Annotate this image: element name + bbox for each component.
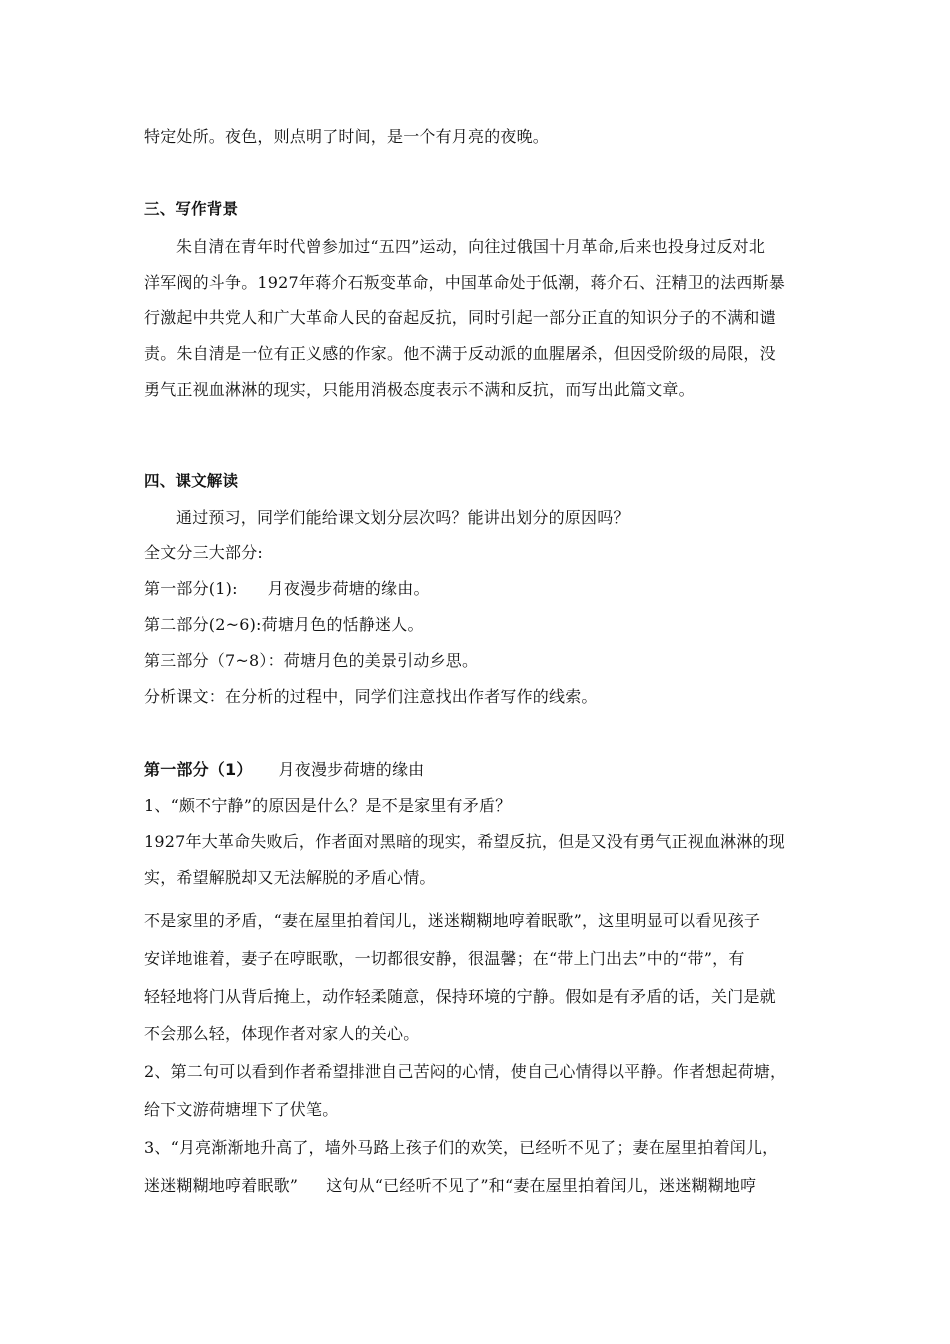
paragraph-line: 不是家里的矛盾，“妻在屋里拍着闰儿，迷迷糊糊地哼着眠歌”，这里明显可以看见孩子: [144, 911, 761, 930]
paragraph-line: 第三部分（7~8）：荷塘月色的美景引动乡思。: [144, 651, 479, 670]
quote-fragment: 迷迷糊糊地哼着眠歌”: [144, 1176, 299, 1195]
paragraph-line: 通过预习，同学们能给课文划分层次吗？能讲出划分的原因吗？: [176, 508, 630, 527]
paragraph-line: 分析课文：在分析的过程中，同学们注意找出作者写作的线索。: [144, 687, 598, 706]
paragraph-line: 全文分三大部分:: [144, 543, 263, 562]
subsection-title: 月夜漫步荷塘的缘由: [278, 760, 425, 779]
paragraph-line-split: [144, 1175, 756, 1197]
subsection-label: 第一部分（1）: [144, 760, 253, 779]
paragraph-line: 3、“月亮渐渐地升高了，墙外马路上孩子们的欢笑，已经听不见了；妻在屋里拍着闰儿，: [144, 1138, 779, 1157]
subsection-heading-part-one: [144, 759, 424, 781]
paragraph-line: 1927年大革命失败后，作者面对黑暗的现实，希望反抗，但是又没有勇气正视血淋淋的现: [144, 832, 785, 851]
paragraph-line: 给下文游荷塘埋下了伏笔。: [144, 1100, 339, 1119]
part-one-summary: 月夜漫步荷塘的缘由。: [267, 579, 430, 598]
paragraph-line: 实，希望解脱却又无法解脱的矛盾心情。: [144, 868, 436, 887]
section-heading-background: 三、写作背景: [144, 200, 239, 218]
part-one-line: [144, 578, 430, 600]
paragraph-line: 1、“颇不宁静”的原因是什么？是不是家里有矛盾？: [144, 796, 512, 815]
paragraph-line: 勇气正视血淋淋的现实，只能用消极态度表示不满和反抗，而写出此篇文章。: [144, 380, 695, 399]
paragraph-line: 轻轻地将门从背后掩上，动作轻柔随意，保持环境的宁静。假如是有矛盾的话，关门是就: [144, 987, 776, 1006]
paragraph-line: 2、第二句可以看到作者希望排泄自己苦闷的心情，使自己心情得以平静。作者想起荷塘，: [144, 1062, 787, 1081]
paragraph-line: 行激起中共党人和广大革命人民的奋起反抗，同时引起一部分正直的知识分子的不满和谴: [144, 308, 776, 327]
paragraph-continuation: 这句从“已经听不见了”和“妻在屋里拍着闰儿，迷迷糊糊地哼: [326, 1176, 757, 1195]
section-heading-interpretation: 四、课文解读: [144, 472, 239, 490]
part-one-label: 第一部分(1):: [144, 579, 238, 598]
paragraph-line: 特定处所。夜色，则点明了时间，是一个有月亮的夜晚。: [144, 127, 550, 146]
paragraph-line: 不会那么轻，体现作者对家人的关心。: [144, 1024, 420, 1043]
paragraph-line: 安详地谁着，妻子在哼眠歌，一切都很安静，很温馨；在“带上门出去”中的“带”，有: [144, 949, 745, 968]
paragraph-line: 朱自清在青年时代曾参加过“五四”运动，向往过俄国十月革命,后来也投身过反对北: [176, 237, 766, 256]
paragraph-line: 洋军阀的斗争。1927年蒋介石叛变革命，中国革命处于低潮，蒋介石、汪精卫的法西斯暴: [144, 273, 785, 292]
paragraph-line: 第二部分(2~6):荷塘月色的恬静迷人。: [144, 615, 424, 634]
paragraph-line: 责。朱自清是一位有正义感的作家。他不满于反动派的血腥屠杀，但因受阶级的局限，没: [144, 344, 776, 363]
